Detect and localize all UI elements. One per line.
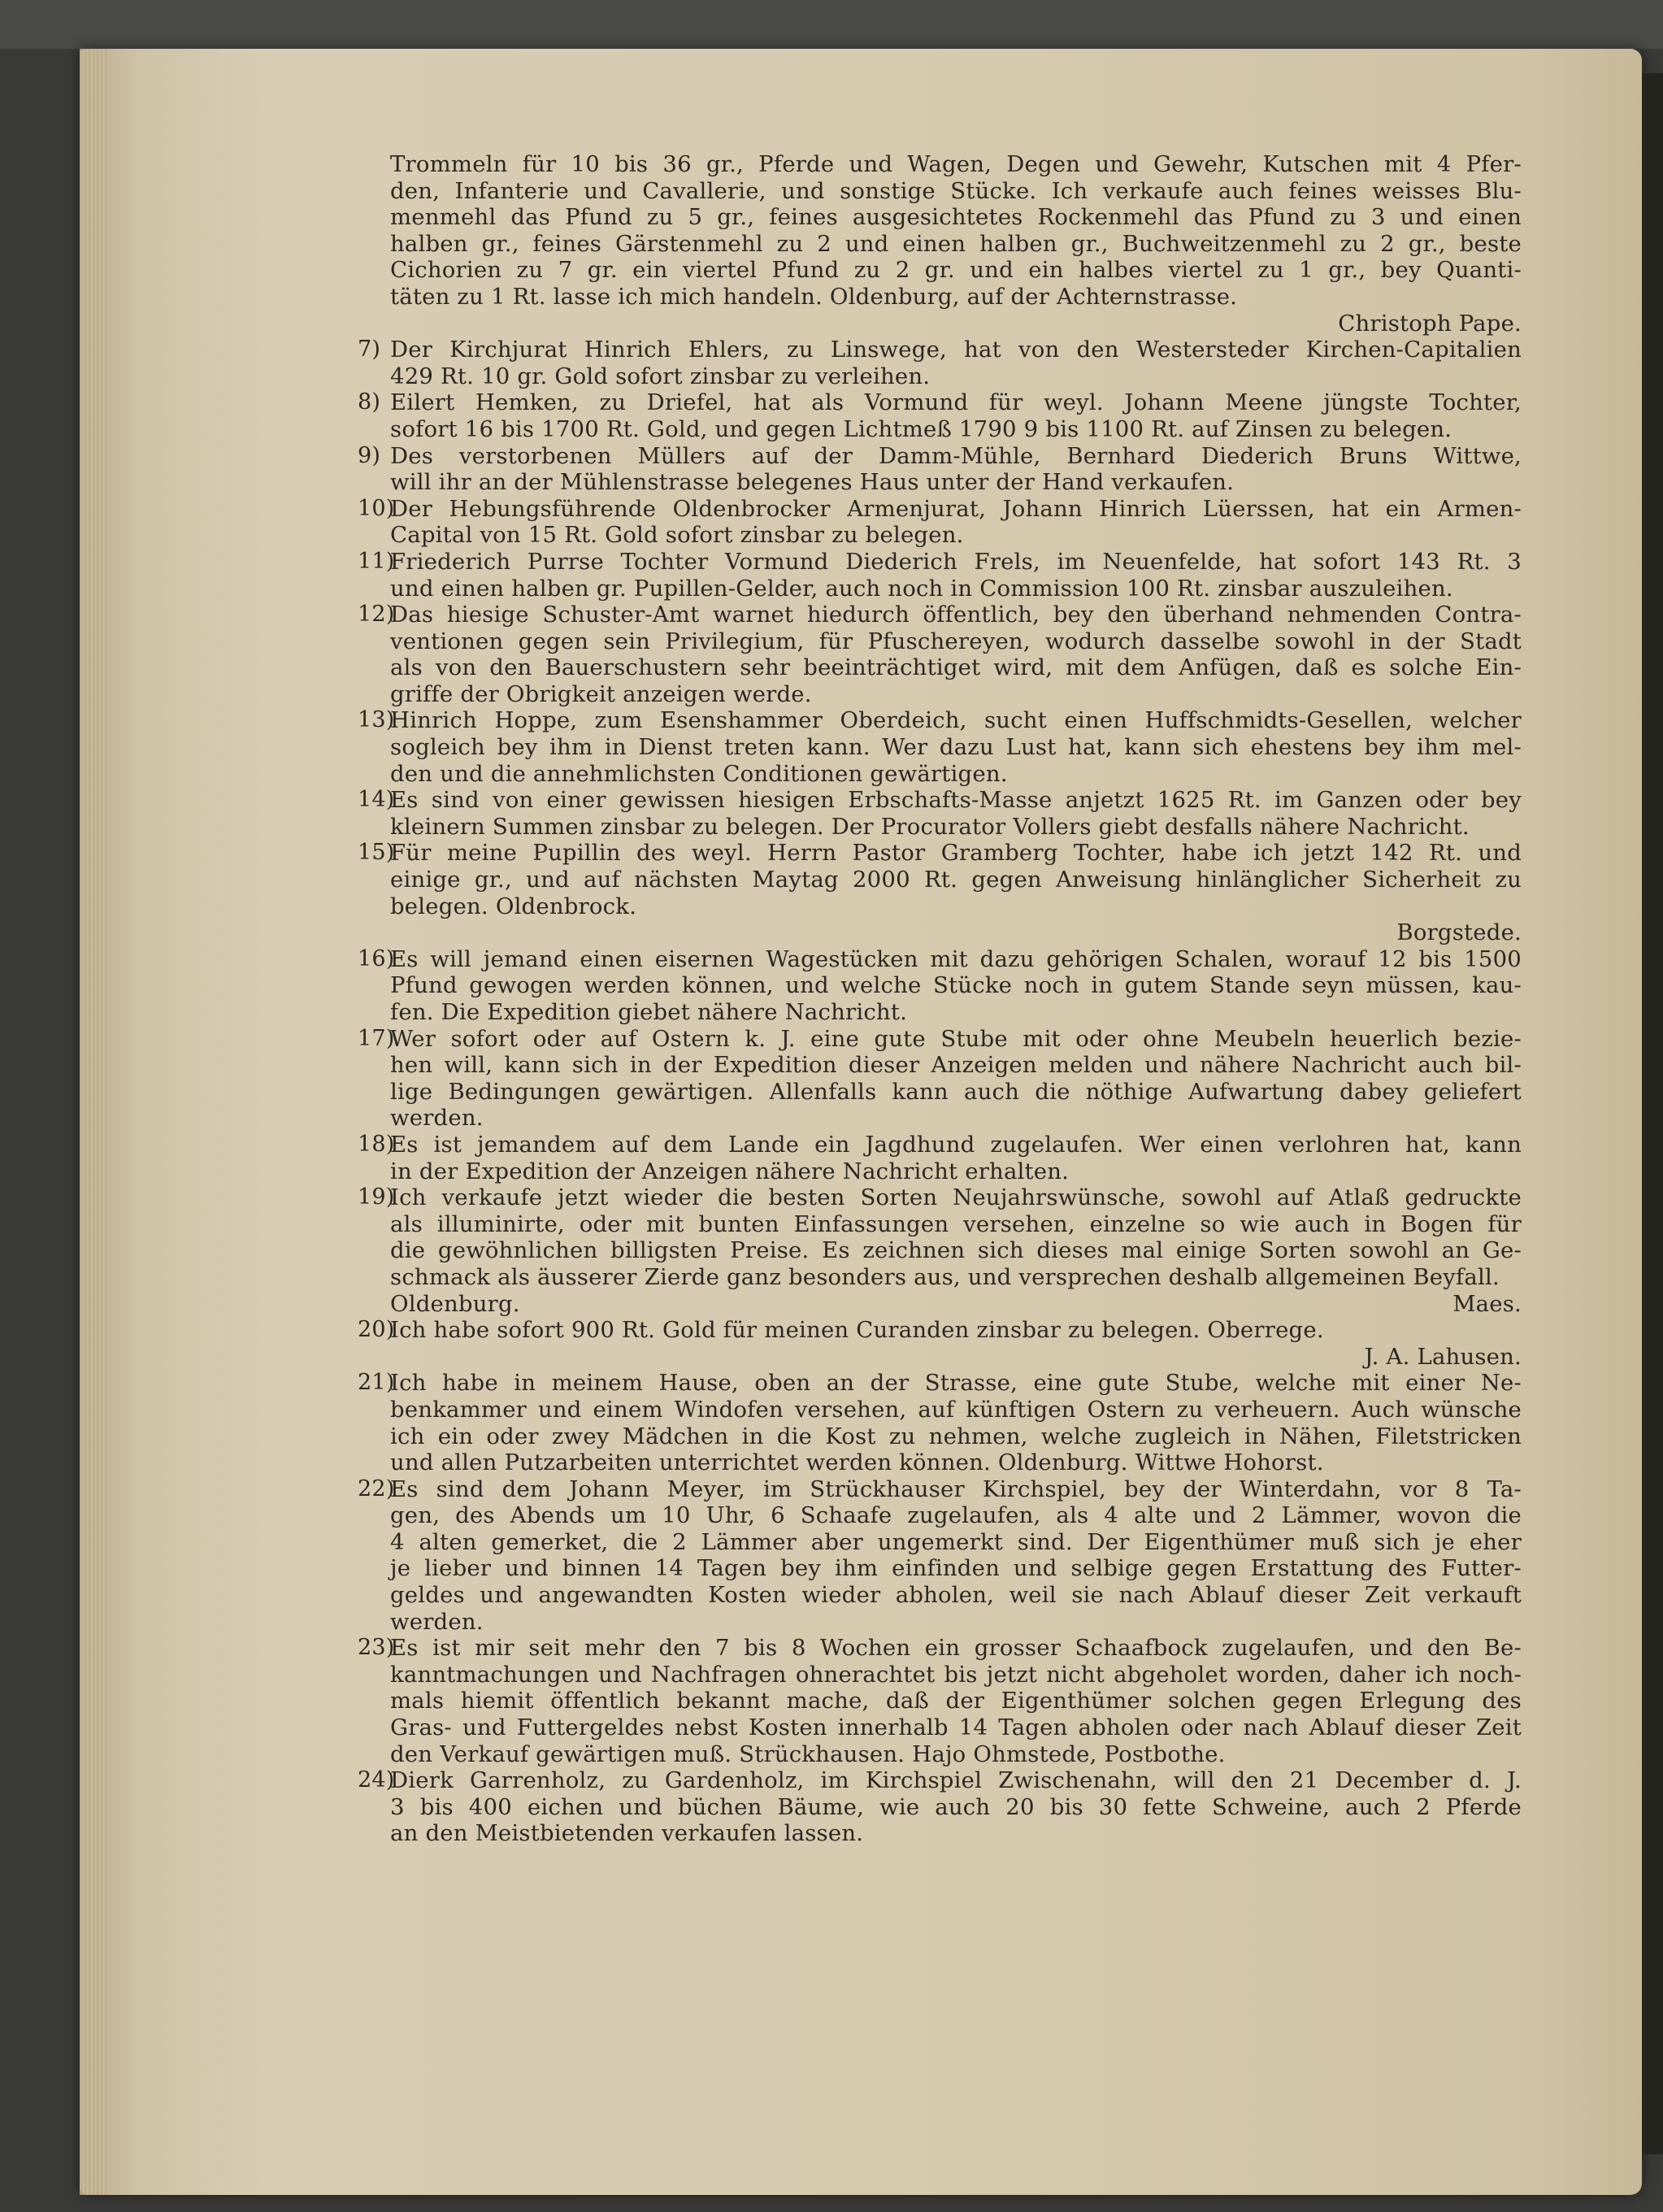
notice-entry <box>358 389 1522 442</box>
text-line: schmack als äusserer Zierde ganz besonders aus, und versprechen deshalb allgemeinen Beyfall. <box>390 1263 1500 1290</box>
text-line: den Verkauf gewärtigen muß. Strückhausen. Hajo Ohmstede, Postbothe. <box>390 1740 1226 1767</box>
signature: Maes. <box>1452 1290 1522 1317</box>
text-line: Gras- und Futtergeldes nebst Kosten innerhalb 14 Tagen abholen oder nach Ablauf dieser Zeit <box>390 1714 1522 1741</box>
text-line: Capital von 15 Rt. Gold sofort zinsbar zu belegen. <box>390 522 964 549</box>
text-line: 429 Rt. 10 gr. Gold sofort zinsbar zu verleihen. <box>390 363 931 389</box>
signature: Borgstede. <box>1396 919 1522 946</box>
text-line: Hinrich Hoppe, zum Esenshammer Oberdeich, sucht einen Huffschmidts-Gesellen, welcher <box>390 707 1522 734</box>
text-line: Ich habe in meinem Hause, oben an der Strasse, eine gute Stube, welche mit einer Ne- <box>390 1370 1522 1397</box>
scan-backdrop <box>0 0 1663 49</box>
text-line: sofort 16 bis 1700 Rt. Gold, und gegen Lichtmeß 1790 9 bis 1100 Rt. auf Zinsen zu belegen. <box>390 415 1452 442</box>
entry-number: 14) <box>358 787 395 813</box>
entry-number: 23) <box>358 1635 395 1661</box>
text-line: Ich verkaufe jetzt wieder die besten Sorten Neujahrswünsche, sowohl auf Atlaß gedruckte <box>390 1184 1522 1211</box>
text-line: halben gr., feines Gärstenmehl zu 2 und einen halben gr., Buchweitzenmehl zu 2 gr., beste <box>390 230 1522 257</box>
entry-number: 20) <box>358 1317 395 1343</box>
notice-entry <box>358 602 1522 707</box>
notice-entry <box>358 1317 1522 1370</box>
text-line: sogleich bey ihm in Dienst treten kann. Wer dazu Lust hat, kann sich ehestens bey ihm mel- <box>390 734 1522 761</box>
text-line: Wer sofort oder auf Ostern k. J. eine gute Stube mit oder ohne Meubeln heuerlich bezie- <box>390 1025 1522 1052</box>
entry-number: 19) <box>358 1184 395 1210</box>
notice-entry <box>358 945 1522 1026</box>
text-line: den, Infanterie und Cavallerie, und sonstige Stücke. Ich verkaufe auch feines weisses Blu- <box>390 177 1522 204</box>
text-line: griffe der Obrigkeit anzeigen werde. <box>390 680 812 707</box>
text-line: Es sind dem Johann Meyer, im Strückhauser Kirchspiel, bey der Winterdahn, vor 8 Ta- <box>390 1475 1522 1502</box>
text-line: und allen Putzarbeiten unterrichtet werden können. Oldenburg. Wittwe Hohorst. <box>390 1449 1324 1476</box>
page-edge <box>80 49 107 2195</box>
text-line: die gewöhnlichen billigsten Preise. Es zeichnen sich dieses mal einige Sorten sowohl an Ge- <box>390 1237 1522 1264</box>
text-line: ich ein oder zwey Mädchen in die Kost zu nehmen, welche zugleich in Nähen, Filetstricken <box>390 1423 1522 1449</box>
text-line: Dierk Garrenholz, zu Gardenholz, im Kirchspiel Zwischenahn, will den 21 December d. J. <box>390 1767 1522 1794</box>
text-line: kleinern Summen zinsbar zu belegen. Der Procurator Vollers giebt desfalls nähere Nachricht. <box>390 813 1470 840</box>
text-line: Es sind von einer gewissen hiesigen Erbschafts-Masse anjetzt 1625 Rt. im Ganzen oder bey <box>390 787 1522 814</box>
notice-entry <box>358 442 1522 496</box>
text-line: 4 alten gemerket, die 2 Lämmer aber ungemerkt sind. Der Eigenthümer muß sich je eher <box>390 1528 1522 1555</box>
text-line: einige gr., und auf nächsten Maytag 2000 Rt. gegen Anweisung hinlänglicher Sicherheit zu <box>390 867 1522 893</box>
text-line: in der Expedition der Anzeigen nähere Nachricht erhalten. <box>390 1158 1070 1184</box>
notice-entry <box>358 787 1522 840</box>
text-line: Cichorien zu 7 gr. ein viertel Pfund zu 2 gr. und ein halbes viertel zu 1 gr., bey Quanti- <box>390 257 1522 284</box>
text-line: an den Meistbietenden verkaufen lassen. <box>390 1820 864 1847</box>
intro-paragraph <box>390 151 1522 337</box>
text-line: Des verstorbenen Müllers auf der Damm-Mühle, Bernhard Diederich Bruns Wittwe, <box>390 442 1522 469</box>
page-text <box>358 151 1522 1847</box>
entry-number: 11) <box>358 548 395 574</box>
text-line: Der Hebungsführende Oldenbrocker Armenjurat, Johann Hinrich Lüerssen, hat ein Armen- <box>390 495 1522 522</box>
notice-entry <box>358 548 1522 602</box>
text-line: und einen halben gr. Pupillen-Gelder, auch noch in Commission 100 Rt. zinsbar auszuleihen. <box>390 575 1453 602</box>
text-line: Der Kirchjurat Hinrich Ehlers, zu Linswege, hat von den Westersteder Kirchen-Capitalien <box>390 337 1522 363</box>
text-line: menmehl das Pfund zu 5 gr., feines ausgesichtetes Rockenmehl das Pfund zu 3 und einen <box>390 204 1522 231</box>
entry-number: 24) <box>358 1767 395 1793</box>
text-line: als illuminirte, oder mit bunten Einfassungen versehen, einzelne so wie auch in Bogen für <box>390 1210 1522 1237</box>
entry-number: 22) <box>358 1475 395 1501</box>
signature: Christoph Pape. <box>1338 310 1522 337</box>
notice-entry <box>358 1025 1522 1132</box>
notice-entry <box>358 337 1522 389</box>
text-line: Trommeln für 10 bis 36 gr., Pferde und Wagen, Degen und Gewehr, Kutschen mit 4 Pfer- <box>390 151 1522 177</box>
notice-entry <box>358 707 1522 787</box>
text-line: geldes und angewandten Kosten wieder abholen, weil sie nach Ablauf dieser Zeit verkauft <box>390 1582 1522 1609</box>
text-line: als von den Bauerschustern sehr beeinträchtiget wird, mit dem Anfügen, daß es solche Ein- <box>390 654 1522 681</box>
entry-number: 13) <box>358 707 395 733</box>
entry-number: 21) <box>358 1370 395 1396</box>
text-line: Es will jemand einen eisernen Wagestücken mit dazu gehörigen Schalen, worauf 12 bis 1500 <box>390 945 1522 972</box>
entry-number: 8) <box>358 389 381 415</box>
entry-number: 9) <box>358 442 381 468</box>
text-line: kanntmachungen und Nachfragen ohnerachtet bis jetzt nicht abgeholet worden, daher ich noch- <box>390 1661 1522 1688</box>
text-line: gen, des Abends um 10 Uhr, 6 Schaafe zugelaufen, als 4 alte und 2 Lämmer, wovon die <box>390 1502 1522 1529</box>
entry-number: 12) <box>358 602 395 628</box>
entry-number: 7) <box>358 337 381 363</box>
text-line: werden. <box>390 1608 484 1635</box>
text-line: je lieber und binnen 14 Tagen bey ihm einfinden und selbige gegen Erstattung des Futter- <box>390 1555 1522 1582</box>
place-name: Oldenburg. <box>390 1290 520 1317</box>
text-line: fen. Die Expedition giebet nähere Nachricht. <box>390 999 908 1025</box>
text-line: belegen. Oldenbrock. <box>390 893 637 919</box>
notice-entry <box>358 495 1522 549</box>
text-line: werden. <box>390 1105 484 1132</box>
notice-entry <box>358 840 1522 946</box>
text-line: Es ist mir seit mehr den 7 bis 8 Wochen ein grosser Schaafbock zugelaufen, und den Be- <box>390 1635 1522 1662</box>
binding-edge <box>1642 73 1663 2154</box>
text-line: Ich habe sofort 900 Rt. Gold für meinen Curanden zinsbar zu belegen. Oberrege. <box>390 1317 1324 1344</box>
text-line: täten zu 1 Rt. lasse ich mich handeln. Oldenburg, auf der Achternstrasse. <box>390 283 1238 310</box>
entry-number: 16) <box>358 945 395 971</box>
text-line: Für meine Pupillin des weyl. Herrn Pastor Gramberg Tochter, habe ich jetzt 142 Rt. und <box>390 840 1522 867</box>
entry-number: 18) <box>358 1131 395 1157</box>
entry-number: 17) <box>358 1025 395 1051</box>
notice-entry <box>358 1767 1522 1847</box>
text-line: Eilert Hemken, zu Driefel, hat als Vormund für weyl. Johann Meene jüngste Tochter, <box>390 389 1522 416</box>
text-line: Pfund gewogen werden können, und welche Stücke noch in gutem Stande seyn müssen, kau- <box>390 972 1522 999</box>
text-line: ventionen gegen sein Privilegium, für Pfuschereyen, wodurch dasselbe sowohl in der Stadt <box>390 628 1522 654</box>
entry-number: 10) <box>358 495 395 521</box>
text-line: Friederich Purrse Tochter Vormund Diederich Frels, im Neuenfelde, hat sofort 143 Rt. 3 <box>390 548 1522 575</box>
signature: J. A. Lahusen. <box>1364 1343 1522 1370</box>
text-line: 3 bis 400 eichen und büchen Bäume, wie auch 20 bis 30 fette Schweine, auch 2 Pferde <box>390 1793 1522 1820</box>
entry-number: 15) <box>358 840 395 866</box>
text-line: den und die annehmlichsten Conditionen gewärtigen. <box>390 760 1008 787</box>
notice-entry <box>358 1475 1522 1636</box>
text-line: hen will, kann sich in der Expedition dieser Anzeigen melden und nähere Nachricht auch bil- <box>390 1052 1522 1079</box>
text-line: will ihr an der Mühlenstrasse belegenes Haus unter der Hand verkaufen. <box>390 469 1235 496</box>
text-line: benkammer und einem Windofen versehen, auf künftigen Ostern zu verheuern. Auch wünsche <box>390 1396 1522 1423</box>
notice-entry <box>358 1370 1522 1476</box>
notice-entry <box>358 1131 1522 1184</box>
text-line: Das hiesige Schuster-Amt warnet hiedurch öffentlich, bey den überhand nehmenden Contra- <box>390 602 1522 628</box>
notice-entry <box>358 1184 1522 1317</box>
text-line: mals hiemit öffentlich bekannt mache, daß der Eigenthümer solchen gegen Erlegung des <box>390 1688 1522 1714</box>
text-line: Es ist jemandem auf dem Lande ein Jagdhund zugelaufen. Wer einen verlohren hat, kann <box>390 1131 1522 1158</box>
notice-entry <box>358 1635 1522 1767</box>
text-line: lige Bedingungen gewärtigen. Allenfalls kann auch die nöthige Aufwartung dabey geliefert <box>390 1078 1522 1105</box>
